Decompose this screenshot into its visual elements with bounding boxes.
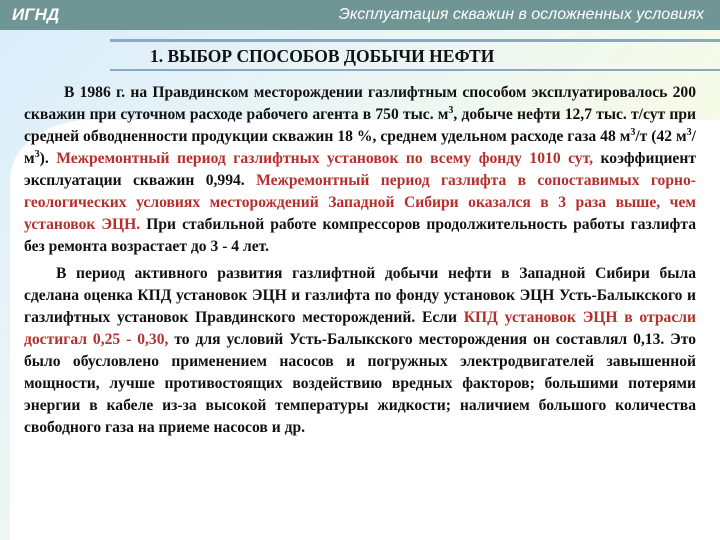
paragraph-efficiency-assessment — [24, 263, 696, 439]
highlight-efficiency: КПД установок ЭЦН в отрасли достигал 0,25 - 0,30, — [24, 309, 696, 348]
text-run: /м — [24, 128, 696, 167]
header-org-label: ИГНД — [12, 5, 60, 24]
highlight-overhaul-period: Межремонтный период газлифтных установок по всему фонду 1010 сут, — [56, 150, 593, 167]
text-run: При стабильной работе компрессоров продолжительность работы газлифта без ремонта возрастает до 3 - 4 лет. — [24, 216, 696, 255]
slide-title: 1. ВЫБОР СПОСОБОВ ДОБЫЧИ НЕФТИ — [150, 46, 495, 66]
text-run: В 1986 г. на Правдинском месторождении газлифтным способом эксплуатировалось 200 скважин при суточном расходе рабочего агента в 750 тыс. м — [24, 84, 696, 123]
paragraph-gaslift-pravdinskoe — [24, 82, 696, 258]
text-run: ). — [39, 150, 57, 167]
text-run: /т (42 м — [635, 128, 687, 145]
header-bar — [0, 0, 720, 30]
text-run: , добыче нефти 12,7 тыс. т/сут при средней обводненности продукции скважин 18 %, среднем удельном расходе газа 48 м — [24, 106, 696, 145]
text-run: то для условий Усть-Балыкского месторождения он составлял 0,13. Это было обусловлено применением насосов и погружных электродвигателей завышенной мощности, лучше противостоящих воздействию вредных факторов; большими потерями энергии в кабеле из-за высокой температуры жидкости; наличием большого количества свободного газа на приеме насосов и др. — [24, 331, 696, 436]
title-divider-top — [110, 39, 720, 42]
header-course-title: Эксплуатация скважин в осложненных условиях — [338, 6, 704, 23]
superscript: 3 — [630, 126, 636, 138]
highlight-comparison: Межремонтный период газлифта в сопоставимых горно-геологических условиях месторождений Западной Сибири оказался в 3 раза выше, чем установок ЭЦН. — [24, 172, 696, 233]
superscript: 3 — [34, 148, 40, 160]
text-run: В период активного развития газлифтной добычи нефти в Западной Сибири была сделана оценка КПД установок ЭЦН и газлифта по фонду установок ЭЦН Усть-Балыкского и газлифтных установок Правдинского месторождений. Если — [24, 265, 696, 326]
title-divider-bottom — [110, 69, 720, 71]
text-run: коэффициент эксплуатации скважин 0,994. — [24, 150, 696, 189]
superscript: 3 — [448, 104, 454, 116]
slide-body — [24, 82, 696, 439]
superscript: 3 — [686, 126, 692, 138]
